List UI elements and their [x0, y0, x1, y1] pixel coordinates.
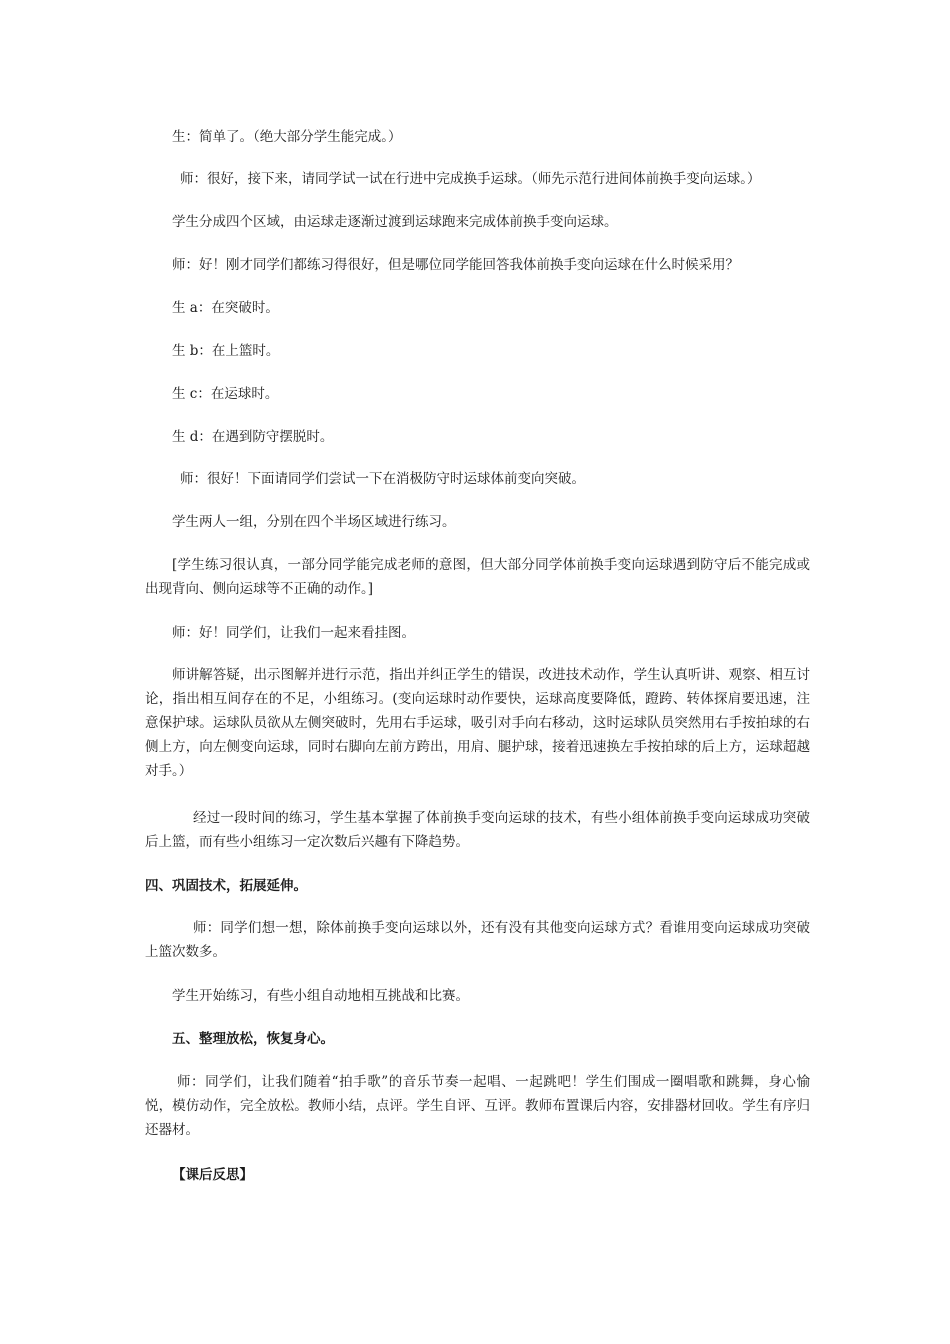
paragraph-7: 生 c：在运球时。 — [172, 386, 279, 402]
paragraph-15: 师：同学们想一想，除体前换手变向运球以外，还有没有其他变向运球方式？看谁用变向运球成功突破上篮次数多。 — [145, 920, 810, 960]
paragraph-10: 学生两人一组，分别在四个半场区域进行练习。 — [172, 514, 456, 530]
paragraph-12: 师：好！同学们，让我们一起来看挂图。 — [172, 625, 415, 641]
paragraph-11: [学生练习很认真，一部分同学能完成老师的意图，但大部分同学体前换手变向运球遇到防守后不能完成或出现背向、侧向运球等不正确的动作。] — [145, 557, 810, 597]
paragraph-14: 经过一段时间的练习，学生基本掌握了体前换手变向运球的技术，有些小组体前换手变向运球成功突破后上篮，而有些小组练习一定次数后兴趣有下降趋势。 — [145, 810, 810, 850]
paragraph-1: 生：简单了。（绝大部分学生能完成。） — [172, 129, 402, 145]
paragraph-2: 师：很好，接下来，请同学试一试在行进中完成换手运球。（师先示范行进间体前换手变向运球。） — [180, 171, 761, 187]
section-heading-5: 五、整理放松，恢复身心。 — [172, 1031, 334, 1047]
paragraph-13: 师讲解答疑，出示图解并进行示范，指出并纠正学生的错误，改进技术动作，学生认真听讲、观察、相互讨论，指出相互间存在的不足，小组练习。(变向运球时动作要快，运球高度要降低，蹬跨、转体探肩要迅速，注意保护球。运球队员欲从左侧突破时，先用右手运球，吸引对手向右移动，这时运球队员突然用右手按拍球的右侧上方，向左侧变向运球，同时右脚向左前方跨出，用肩、腿护球，接着迅速换左手按拍球的后上方，运球超越对手。） — [145, 667, 810, 779]
paragraph-3: 学生分成四个区域，由运球走逐渐过渡到运球跑来完成体前换手变向运球。 — [172, 214, 618, 230]
paragraph-5: 生 a：在突破时。 — [172, 300, 279, 316]
paragraph-8: 生 d：在遇到防守摆脱时。 — [172, 429, 334, 445]
paragraph-4: 师：好！刚才同学们都练习得很好，但是哪位同学能回答我体前换手变向运球在什么时候采用？ — [172, 257, 739, 273]
paragraph-16: 学生开始练习，有些小组自动地相互挑战和比赛。 — [172, 988, 469, 1004]
reflection-heading: 【课后反思】 — [172, 1167, 253, 1183]
paragraph-9: 师：很好！下面请同学们尝试一下在消极防守时运球体前变向突破。 — [180, 471, 585, 487]
section-heading-4: 四、巩固技术，拓展延伸。 — [145, 878, 307, 894]
paragraph-6: 生 b：在上篮时。 — [172, 343, 280, 359]
paragraph-17: 师：同学们，让我们随着“拍手歌”的音乐节奏一起唱、一起跳吧！学生们围成一圈唱歌和跳舞，身心愉悦，模仿动作，完全放松。教师小结，点评。学生自评、互评。教师布置课后内容，安排器材回收。学生有序归还器材。 — [145, 1074, 810, 1138]
